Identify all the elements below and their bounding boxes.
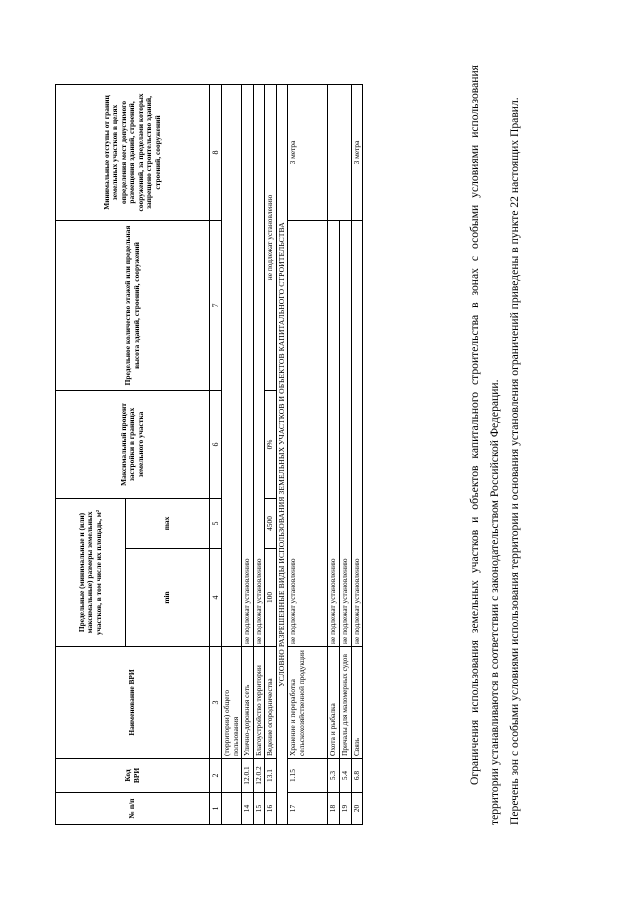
col-number: 8 xyxy=(210,84,222,220)
header-area: Предельные (минимальные и (или) максимальные) размеры земельных участков, в том числе их площадь, м² xyxy=(56,498,126,646)
vri-name: Хранение и переработка сельскохозяйственной продукции xyxy=(288,647,328,759)
merged-value: не подлежат установлению xyxy=(340,220,352,646)
header-max: max xyxy=(126,498,210,548)
col-number: 3 xyxy=(210,647,222,759)
header-num: № п/п xyxy=(56,793,210,825)
column-number-row xyxy=(210,84,222,824)
header-min: min xyxy=(126,549,210,647)
table-row xyxy=(222,84,242,824)
setback-value: 3 метра xyxy=(351,84,363,220)
table-row: 20 6.8 Связь не подлежат установлению 3 метра xyxy=(351,84,363,824)
vri-name: Связь xyxy=(351,647,363,759)
col-number: 2 xyxy=(210,759,222,793)
section-title: УСЛОВНО РАЗРЕШЕННЫЕ ВИДЫ ИСПОЛЬЗОВАНИЯ ЗЕМЕЛЬНЫХ УЧАСТКОВ И ОБЪЕКТОВ КАПИТАЛЬНОГО СТРОИТЕЛЬСТВА xyxy=(276,84,288,824)
header-setback: Минимальные отступы от границ земельных участков в целях определения мест допустимого размещения зданий, строений, сооружений, за пределами которых запрещено строительство зданий, строений, сооружений xyxy=(56,84,210,220)
merged-value: не подлежат установлению xyxy=(242,84,254,646)
vri-name: Причалы для маломерных судов xyxy=(340,647,352,759)
paragraph-restrictions: Ограничения использования земельных участков и объектов капитального строительства в зонах с особыми условиями использования территории устанавливаются в соответствии с законодательством Российской Федерации. xyxy=(468,65,501,825)
col-number: 4 xyxy=(210,549,222,647)
merged-value: не подлежат установлению xyxy=(253,84,265,646)
table-row: 18 5.3 Охота и рыбалка не подлежат установлению xyxy=(328,84,340,824)
table-row: 15 12.0.2 Благоустройство территории не подлежат установлению xyxy=(253,84,265,824)
vri-name: Благоустройство территории xyxy=(253,647,265,759)
table-row: 19 5.4 Причалы для маломерных судов не подлежат установлению xyxy=(340,84,352,824)
table-row: 14 12.0.1 Улично-дорожная сеть не подлежат установлению xyxy=(242,84,254,824)
setback-value: 3 метра xyxy=(288,84,328,220)
vri-name: Ведение огородничества xyxy=(265,647,277,759)
header-code: Код ВРИ xyxy=(56,759,210,793)
paragraph-zones-list: Перечень зон с особыми условиями использования территории и основания установления ограничений приведены в пункте 22 настоящих Правил. xyxy=(508,97,521,825)
col-number: 5 xyxy=(210,498,222,548)
continuation-name: (территории) общего пользования xyxy=(222,647,242,759)
percent-value: 0% xyxy=(265,390,277,498)
table-row: 17 1.15 Хранение и переработка сельскохозяйственной продукции не подлежат установлению 3 метра xyxy=(288,84,328,824)
section-row xyxy=(276,84,288,824)
vri-name: Охота и рыбалка xyxy=(328,647,340,759)
merged-value: не подлежат установлению xyxy=(328,220,340,646)
merged-value: не подлежат установлению xyxy=(265,84,277,390)
vri-name: Улично-дорожная сеть xyxy=(242,647,254,759)
header-percent: Максимальный процент застройки в границах земельного участка xyxy=(56,390,210,498)
zoning-rules-table xyxy=(55,84,363,825)
table-header-row xyxy=(56,84,126,824)
col-number: 6 xyxy=(210,390,222,498)
max-area: 4500 xyxy=(265,498,277,548)
col-number: 1 xyxy=(210,793,222,825)
col-number: 7 xyxy=(210,220,222,390)
table-row: 16 13.1 Ведение огородничества 100 4500 0% не подлежат установлению xyxy=(265,84,277,824)
min-area: 100 xyxy=(265,549,277,647)
header-name: Наименование ВРИ xyxy=(56,647,210,759)
merged-value: не подлежат установлению xyxy=(351,220,363,646)
merged-value: не подлежат установлению xyxy=(288,220,328,646)
header-floors: Предельное количество этажей или предельная высота зданий, строений, сооружений xyxy=(56,220,210,390)
